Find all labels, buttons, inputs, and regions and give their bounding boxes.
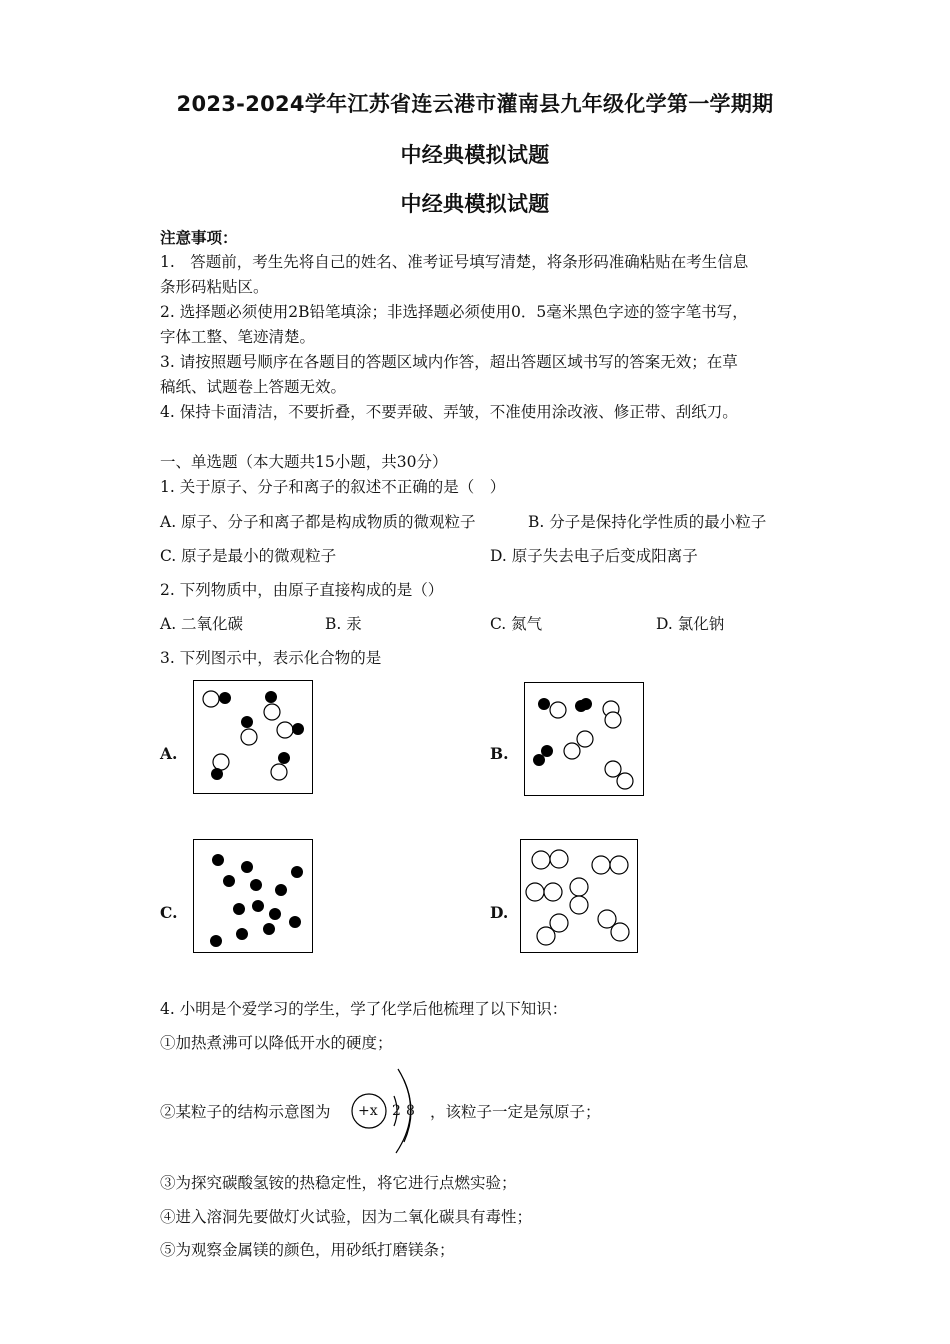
q2-stem: 2. 下列物质中，由原子直接构成的是（） [160, 581, 444, 599]
q4-item-2-prefix: ②某粒子的结构示意图为 [160, 1103, 331, 1121]
page-subtitle: 中经典模拟试题 [400, 143, 550, 167]
q1-option-d: D. 原子失去电子后变成阳离子 [490, 547, 698, 565]
notice-item-1a: 1. 答题前，考生先将自己的姓名、准考证号填写清楚，将条形码准确粘贴在考生信息 [160, 253, 749, 271]
notice-item-3a: 3. 请按照题号顺序在各题目的答题区域内作答，超出答题区域书写的答案无效；在草 [160, 353, 738, 371]
q1-option-a: A. 原子、分子和离子都是构成物质的微观粒子 [160, 513, 476, 531]
notice-item-3b: 稿纸、试题卷上答题无效。 [160, 378, 347, 396]
page-title: 2023-2024学年江苏省连云港市灌南县九年级化学第一学期期 [176, 92, 774, 116]
q4-stem: 4. 小明是个爱学习的学生，学了化学后他梳理了以下知识： [160, 1000, 568, 1018]
q3-figure-a [193, 680, 313, 794]
q4-item-5: ⑤为观察金属镁的颜色，用砂纸打磨镁条； [160, 1241, 455, 1259]
q4-item-2-suffix: ，该粒子一定是氖原子； [430, 1103, 601, 1121]
q3-figure-d [520, 839, 638, 953]
molecule-diagram-c [194, 840, 314, 954]
q3-option-b-label: B. [490, 744, 509, 763]
q2-option-a: A. 二氧化碳 [160, 615, 244, 633]
q3-figure-b [524, 682, 644, 796]
atom-structure-diagram [346, 1066, 430, 1156]
notice-item-2a: 2. 选择题必须使用2B铅笔填涂；非选择题必须使用0．5毫米黑色字迹的签字笔书写， [160, 303, 748, 321]
notice-heading: 注意事项： [160, 228, 238, 247]
shell-2-electrons: 8 [406, 1103, 415, 1119]
q2-option-c: C. 氮气 [490, 615, 543, 633]
q3-option-d-label: D. [490, 903, 509, 922]
q3-option-c-label: C. [160, 903, 178, 922]
molecule-diagram-b [525, 683, 645, 797]
q2-option-b: B. 汞 [325, 615, 362, 633]
molecule-diagram-a [194, 681, 314, 795]
q4-item-3: ③为探究碳酸氢铵的热稳定性，将它进行点燃实验； [160, 1174, 517, 1192]
q3-stem: 3. 下列图示中，表示化合物的是 [160, 649, 382, 667]
q2-option-d: D. 氯化钠 [656, 615, 725, 633]
q3-option-a-label: A. [160, 744, 178, 763]
q3-figure-c [193, 839, 313, 953]
nucleus-charge: +x [358, 1103, 378, 1119]
q4-item-1: ①加热煮沸可以降低开水的硬度； [160, 1034, 393, 1052]
q1-stem: 1. 关于原子、分子和离子的叙述不正确的是（ ） [160, 478, 506, 496]
q4-item-4: ④进入溶洞先要做灯火试验，因为二氧化碳具有毒性； [160, 1208, 533, 1226]
shell-1-electrons: 2 [392, 1103, 401, 1119]
section-heading: 一、单选题（本大题共15小题，共30分） [160, 453, 448, 471]
q1-option-b: B. 分子是保持化学性质的最小粒子 [528, 513, 767, 531]
notice-item-2b: 字体工整、笔迹清楚。 [160, 328, 316, 346]
q1-option-c: C. 原子是最小的微观粒子 [160, 547, 337, 565]
page-subtitle-repeat: 中经典模拟试题 [400, 192, 550, 216]
molecule-diagram-d [521, 840, 639, 954]
notice-item-1b: 条形码粘贴区。 [160, 278, 269, 296]
notice-item-4: 4. 保持卡面清洁，不要折叠，不要弄破、弄皱，不准使用涂改液、修正带、刮纸刀。 [160, 403, 738, 421]
